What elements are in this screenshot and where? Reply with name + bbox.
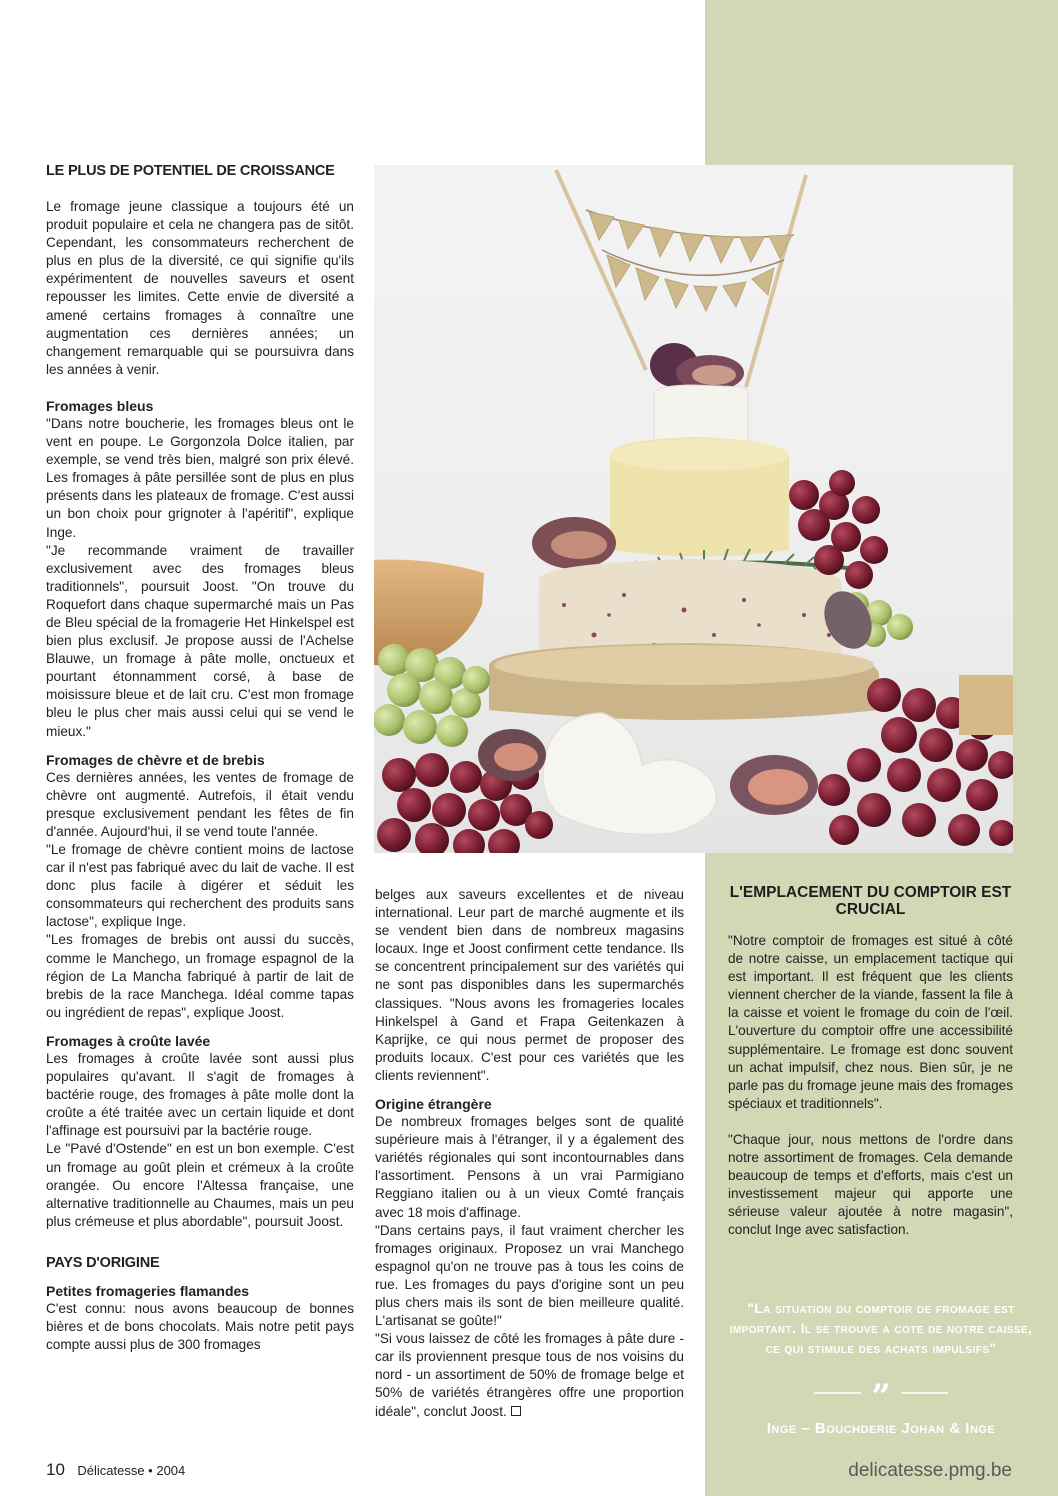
paragraph: "Le fromage de chèvre contient moins de lactose car il n'est pas fabriqué avec du lait de vache. Il est donc plus facile à digérer et séduit les consommateurs qui recherchent des produits sans lactose", explique Inge. bbox=[46, 842, 354, 930]
website-link[interactable]: delicatesse.pmg.be bbox=[848, 1460, 1012, 1481]
svg-text:”: ” bbox=[871, 1382, 891, 1408]
sidebar-column bbox=[728, 932, 1013, 1240]
paragraph: "Chaque jour, nous mettons de l'ordre dans notre assortiment de fromages. Cela demande beaucoup de temps et d'efforts, mais c'est un investissement majeur qui apporte une sérieuse valeur ajoutée à notre magasin", conclut Inge avec satisfaction. bbox=[728, 1131, 1013, 1238]
paragraph: "Dans certains pays, il faut vraiment chercher les fromages originaux. Proposez un vrai Manchego espagnol qu'on ne trouve pas à tous les coins de rue. Les fromages du pays d'origine sont un peu plus chers mais ils sont de bien meilleure qualité. L'artisanat se goûte!" bbox=[375, 1222, 684, 1329]
paragraph: "Je recommande vraiment de travailler exclusivement avec des fromages bleus traditionnels", poursuit Joost. "On trouve du Roquefort dans chaque supermarché mais un Pas de Bleu spécial de la fromagerie Het Hinkelspel est bien plus exclusif. Je propose aussi de l'Achelse Blauwe, un fromage à pâte molle, onctueux et pourtant étonnamment corsé, à base de moisissure bleue et de lait cru. C'est mon fromage bleu le plus cher mais aussi celui qui se vend le mieux." bbox=[46, 542, 354, 739]
subtitle-croute-lavee: Fromages à croûte lavée bbox=[46, 1032, 211, 1049]
quote-mark-icon bbox=[728, 1382, 1034, 1408]
sidebar-title: L'EMPLACEMENT DU COMPTOIR EST CRUCIAL bbox=[729, 884, 1012, 918]
cheese-cake-photo bbox=[374, 165, 1013, 853]
end-of-article-icon bbox=[511, 1406, 521, 1416]
pull-quote: "La situation du comptoir de fromage est important. Il se trouve a cote de notre caisse, ce qui stimule des achats impulsifs" bbox=[729, 1300, 1033, 1356]
paragraph-text: "Si vous laissez de côté les fromages à pâte dure - car ils proviennent presque tous de nos voisins du nord - un assortiment de 50% de fromage belge et 50% de variétés étrangères offre une proportion idéale", conclut Joost. bbox=[375, 1331, 684, 1419]
paragraph: Le fromage jeune classique a toujours été un produit populaire et cela ne changera pas de sitôt. Cependant, les consommateurs recherchent de plus en plus de la diversité, ce qui signifie qu'ils expérimentent de nouvelles saveurs et osent repousser les limites. Cette envie de diversité a amené certains fromages à connaître une augmentation ces dernières années; un changement remarquable qui se poursuivra dans les années à venir. bbox=[46, 199, 354, 377]
paragraph: "Dans notre boucherie, les fromages bleus ont le vent en poupe. Le Gorgonzola Dolce italien, par exemple, se vend très bien, malgré son prix élevé. Les fromages à pâte persillée sont de plus en plus présents dans les plateaux de fromage. C'est aussi un bon choix pour grignoter à l'apéritif", explique Inge. bbox=[46, 415, 354, 540]
subtitle-origine-etrangere: Origine étrangère bbox=[375, 1096, 492, 1113]
paragraph: "Notre comptoir de fromages est situé à côté de notre caisse, un emplacement tactique qui est important. Il est fréquent que les clients viennent chercher de la viande, fassent la file à la caisse et voient le fromage du coin de l'œil. L'ouverture du comptoir offre une accessibilité supplémentaire. Le fromage est donc souvent un achat impulsif, chez nous. Bien sûr, je ne parle pas du fromage jeune mais des fromages spéciaux et traditionnels". bbox=[728, 933, 1013, 1111]
page-number: 10 bbox=[46, 1460, 65, 1479]
paragraph: Les fromages à croûte lavée sont aussi plus populaires qu'avant. Il s'agit de fromages à bactérie rouge, des fromages à pâte molle dont la croûte a été traitée avec un certain liquide et dont l'affinage est poursuivi par la bactérie rouge. bbox=[46, 1050, 354, 1139]
paragraph-last bbox=[375, 1330, 684, 1420]
column-2 bbox=[375, 886, 684, 1421]
quote-author: Inge – Bouchderie Johan & Inge bbox=[766, 1420, 996, 1437]
paragraph: De nombreux fromages belges sont de qualité supérieure mais à l'étranger, il y a également des variétés régionales qui sont incontournables dans l'assortiment. Pensons à un vrai Parmigiano Reggiano italien ou à un vieux Comté français avec 18 mois d'affinage. bbox=[375, 1114, 684, 1220]
subtitle-petites-fromageries: Petites fromageries flamandes bbox=[46, 1282, 250, 1299]
footer-left bbox=[46, 1460, 185, 1480]
paragraph: C'est connu: nous avons beaucoup de bonnes bières et de bons chocolats. Mais notre petit pays compte aussi plus de 300 fromages bbox=[46, 1300, 354, 1353]
subtitle-fromages-bleus: Fromages bleus bbox=[46, 397, 154, 414]
column-1 bbox=[46, 162, 354, 1354]
paragraph: Ces dernières années, les ventes de fromage de chèvre ont augmenté. Autrefois, il était vendu presque exclusivement pendant les fêtes de fin d'année. Aujourd'hui, il se vend toute l'année. bbox=[46, 769, 354, 839]
section-title-croissance: LE PLUS DE POTENTIEL DE CROISSANCE bbox=[46, 163, 335, 179]
section-title-pays-origine: PAYS D'ORIGINE bbox=[46, 1254, 160, 1271]
subtitle-chevre-brebis: Fromages de chèvre et de brebis bbox=[46, 751, 265, 768]
paragraph: "Les fromages de brebis ont aussi du succès, comme le Manchego, un fromage espagnol de la région de La Mancha fabriqué à partir de lait de brebis de la race Manchega. Idéal comme tapas ou ingrédient de repas", explique Joost. bbox=[46, 932, 354, 1020]
magazine-label: Délicatesse • 2004 bbox=[77, 1463, 186, 1478]
paragraph: Le "Pavé d'Ostende" en est un bon exemple. C'est un fromage au goût plein et crémeux à la croûte orangée. Ou encore l'Altessa française, une alternative traditionnelle au Chaumes, mais un peu plus crémeuse et plus abordable", poursuit Joost. bbox=[46, 1141, 354, 1229]
paragraph: belges aux saveurs excellentes et de niveau international. Leur part de marché augmente et ils se vendent bien dans de nombreux magasins locaux. Inge et Joost confirment cette tendance. Ils se concentrent principalement sur des variétés qui ne sont pas disponibles dans les supermarchés classiques. "Nous avons les fromageries locales Hinkelspel à Gand et Frapa Geitenkazen à Kaprijke, ce qui nous permet de proposer des produits locaux. C'est pour ces variétés que les clients reviennent". bbox=[375, 887, 684, 1083]
